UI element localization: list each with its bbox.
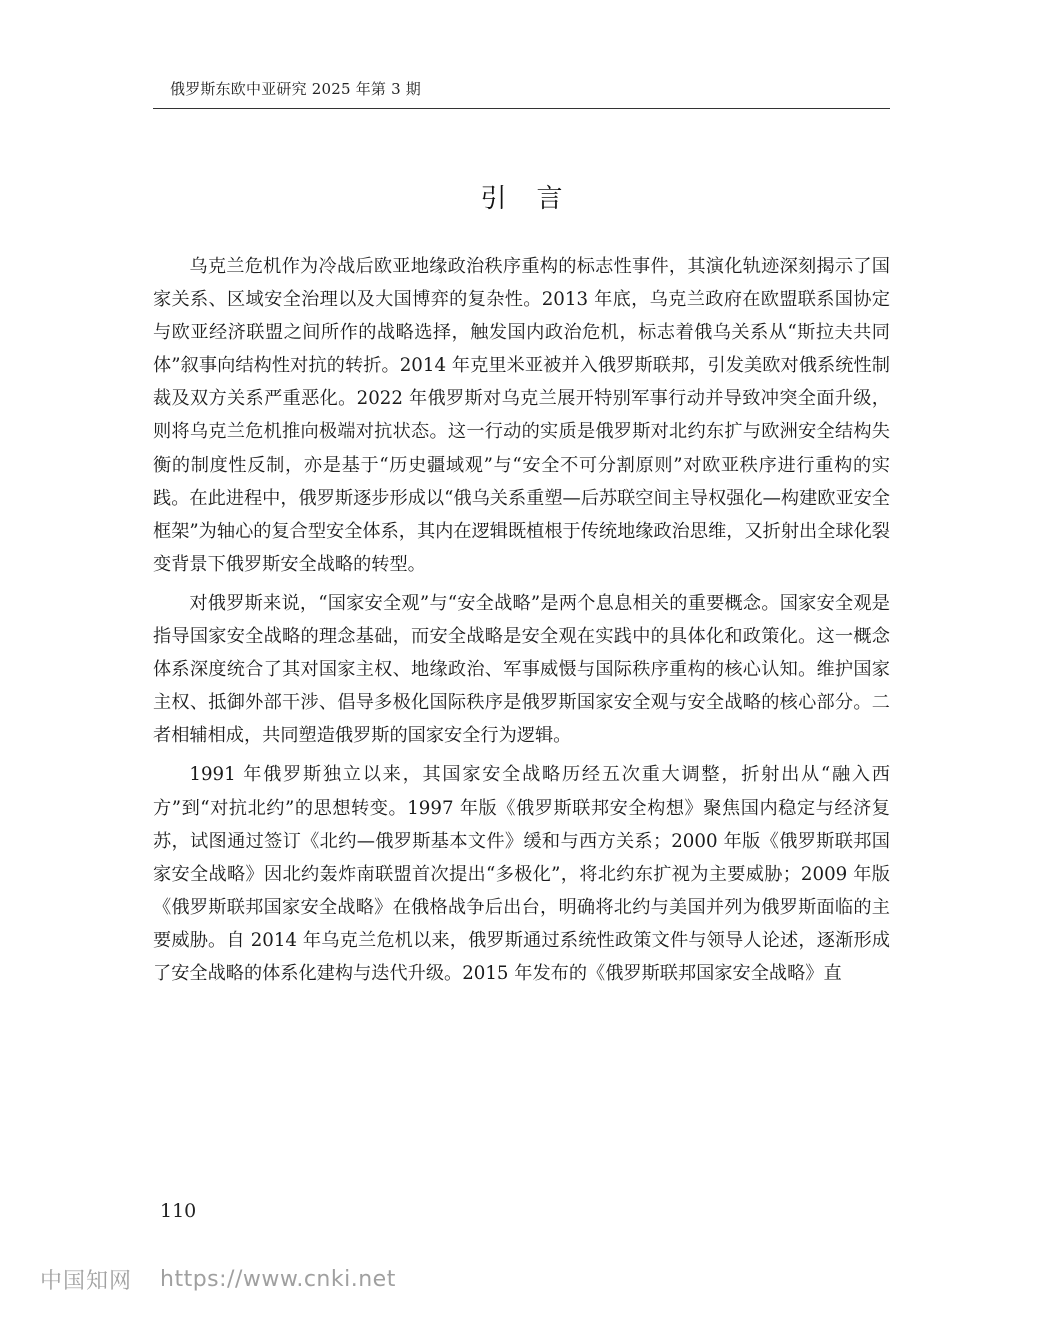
watermark-url: https://www.cnki.net (160, 1267, 396, 1292)
header-divider (153, 108, 890, 109)
body-text (153, 250, 890, 996)
watermark-site-name: 中国知网 (40, 1269, 133, 1294)
section-title: 引言 (480, 184, 593, 214)
cnki-watermark (40, 1264, 396, 1295)
page-number: 110 (160, 1200, 197, 1222)
running-header: 俄罗斯东欧中亚研究 2025 年第 3 期 (170, 80, 421, 98)
paragraph: 乌克兰危机作为冷战后欧亚地缘政治秩序重构的标志性事件，其演化轨迹深刻揭示了国家关系、区域安全治理以及大国博弈的复杂性。2013 年底，乌克兰政府在欧盟联系国协定与欧亚经济联盟之间所作的战略选择，触发国内政治危机，标志着俄乌关系从“斯拉夫共同体”叙事向结构性对抗的转折。2014 年克里米亚被并入俄罗斯联邦，引发美欧对俄系统性制裁及双方关系严重恶化。2022 年俄罗斯对乌克兰展开特别军事行动并导致冲突全面升级，则将乌克兰危机推向极端对抗状态。这一行动的实质是俄罗斯对北约东扩与欧洲安全结构失衡的制度性反制，亦是基于“历史疆域观”与“安全不可分割原则”对欧亚秩序进行重构的实践。在此进程中，俄罗斯逐步形成以“俄乌关系重塑—后苏联空间主导权强化—构建欧亚安全框架”为轴心的复合型安全体系，其内在逻辑既植根于传统地缘政治思维，又折射出全球化裂变背景下俄罗斯安全战略的转型。 (153, 256, 890, 575)
paragraph: 对俄罗斯来说，“国家安全观”与“安全战略”是两个息息相关的重要概念。国家安全观是指导国家安全战略的理念基础，而安全战略是安全观在实践中的具体化和政策化。这一概念体系深度统合了其对国家主权、地缘政治、军事威慑与国际秩序重构的核心认知。维护国家主权、抵御外部干涉、倡导多极化国际秩序是俄罗斯国家安全观与安全战略的核心部分。二者相辅相成，共同塑造俄罗斯的国家安全行为逻辑。 (153, 592, 890, 747)
paragraph: 1991 年俄罗斯独立以来，其国家安全战略历经五次重大调整，折射出从“融入西方”到“对抗北约”的思想转变。1997 年版《俄罗斯联邦安全构想》聚焦国内稳定与经济复苏，试图通过签订《北约—俄罗斯基本文件》缓和与西方关系；2000 年版《俄罗斯联邦国家安全战略》因北约轰炸南联盟首次提出“多极化”，将北约东扩视为主要威胁；2009 年版《俄罗斯联邦国家安全战略》在俄格战争后出台，明确将北约与美国并列为俄罗斯面临的主要威胁。自 2014 年乌克兰危机以来，俄罗斯通过系统性政策文件与领导人论述，逐渐形成了安全战略的体系化建构与迭代升级。2015 年发布的《俄罗斯联邦国家安全战略》直 (153, 764, 890, 984)
